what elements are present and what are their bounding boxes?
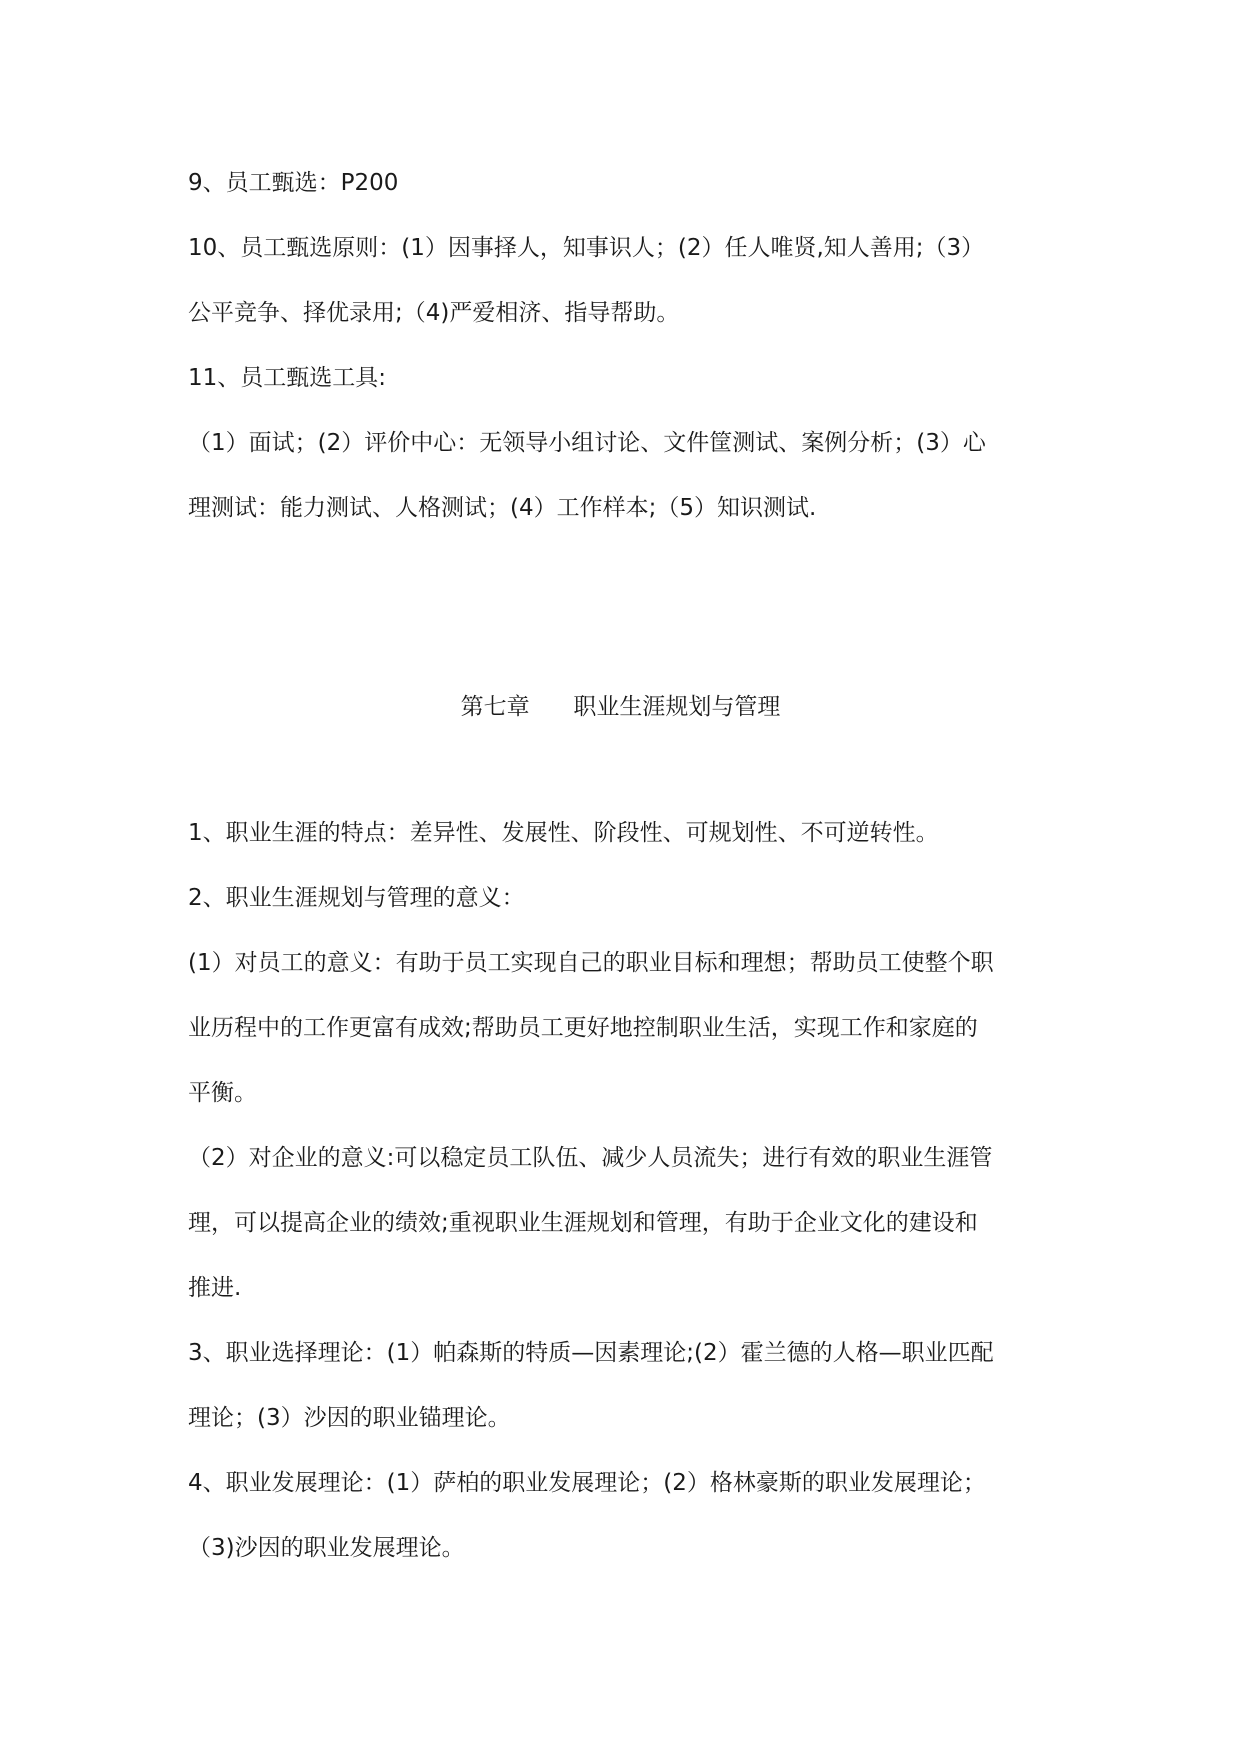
text-line: 推进.: [188, 1275, 242, 1301]
text-line: （3)沙因的职业发展理论。: [188, 1535, 465, 1561]
text-line: （2）对企业的意义:可以稳定员工队伍、减少人员流失；进行有效的职业生涯管: [188, 1145, 993, 1171]
text-line: 1、职业生涯的特点：差异性、发展性、阶段性、可规划性、不可逆转性。: [188, 820, 939, 846]
text-line: 3、职业选择理论：(1）帕森斯的特质—因素理论;(2）霍兰德的人格—职业匹配: [188, 1340, 994, 1366]
text-line: 公平竞争、择优录用;（4)严爱相济、指导帮助。: [188, 300, 680, 326]
text-line: 2、职业生涯规划与管理的意义：: [188, 885, 525, 911]
text-line: 11、员工甄选工具:: [188, 365, 387, 391]
chapter-heading: 第七章 职业生涯规划与管理: [460, 694, 781, 720]
text-line: 平衡。: [188, 1080, 257, 1106]
text-line: 4、职业发展理论：(1）萨柏的职业发展理论；(2）格林豪斯的职业发展理论；: [188, 1470, 986, 1496]
text-line: 9、员工甄选：P200: [188, 170, 399, 196]
text-line: （1）面试；(2）评价中心：无领导小组讨论、文件筐测试、案例分析；(3）心: [188, 430, 986, 456]
text-line: 10、员工甄选原则：(1）因事择人，知事识人；(2）任人唯贤,知人善用;（3）: [188, 235, 985, 261]
text-line: 理测试：能力测试、人格测试；(4）工作样本;（5）知识测试.: [188, 495, 817, 521]
text-line: (1）对员工的意义：有助于员工实现自己的职业目标和理想；帮助员工使整个职: [188, 950, 994, 976]
text-line: 理，可以提高企业的绩效;重视职业生涯规划和管理，有助于企业文化的建设和: [188, 1210, 978, 1236]
text-line: 业历程中的工作更富有成效;帮助员工更好地控制职业生活，实现工作和家庭的: [188, 1015, 978, 1041]
text-line: 理论；(3）沙因的职业锚理论。: [188, 1405, 511, 1431]
